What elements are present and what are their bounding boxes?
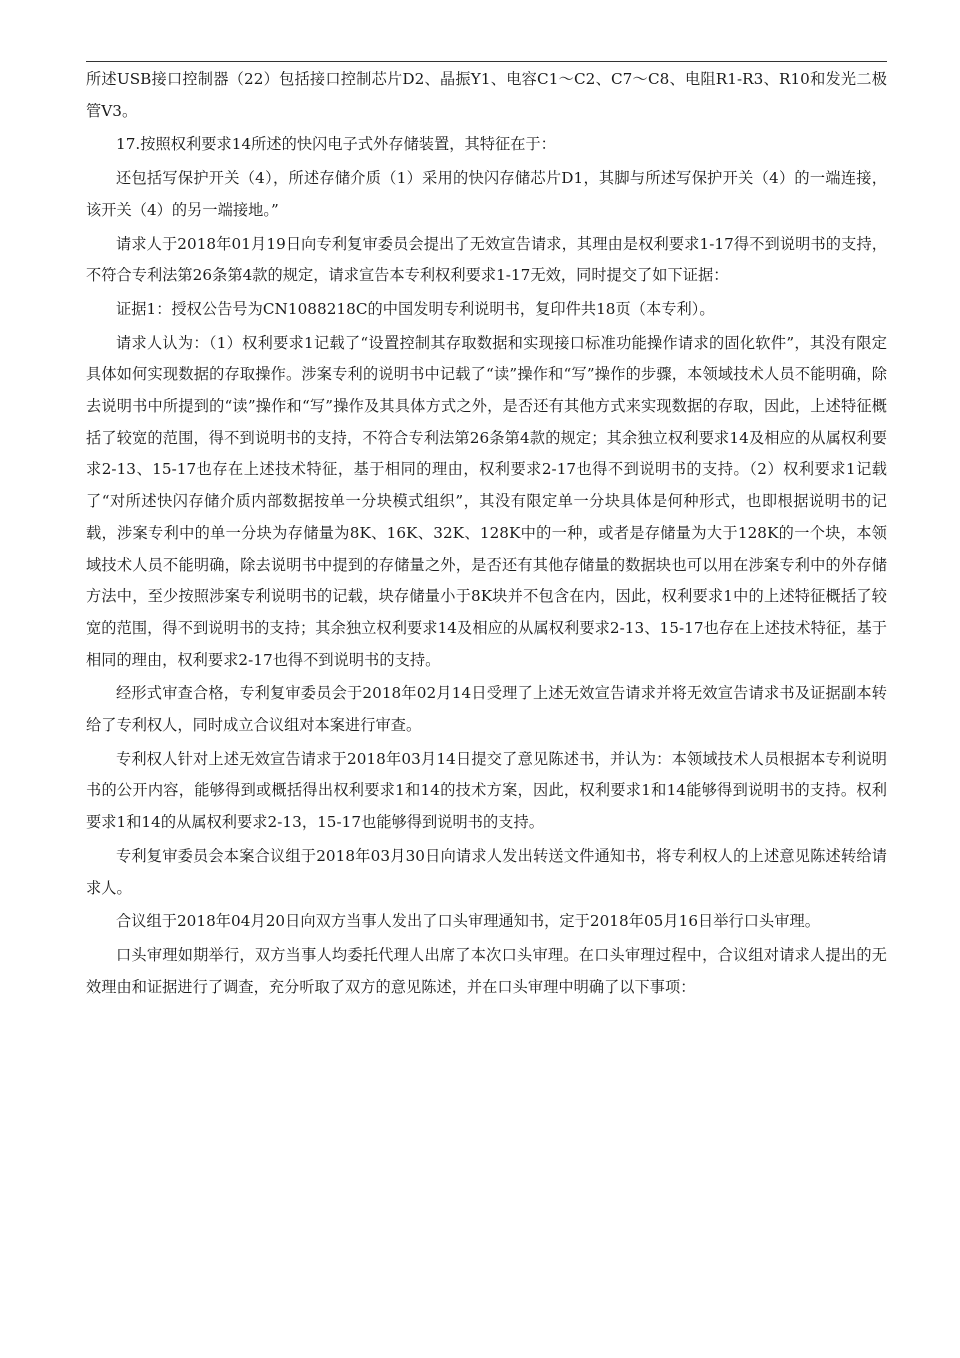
paragraph-evidence-1: 证据1：授权公告号为CN1088218C的中国发明专利说明书，复印件共18页（本专利）。	[116, 299, 715, 318]
paragraph-oral-hearing-notice: 合议组于2018年04月20日向双方当事人发出了口头审理通知书，定于2018年05月16日举行口头审理。	[116, 912, 820, 931]
paragraph-transfer-notice: 专利复审委员会本案合议组于2018年03月30日向请求人发出转送文件通知书，将专利权人的上述意见陈述转给请求人。	[86, 846, 887, 897]
paragraph-requester-arguments: 请求人认为：（1）权利要求1记载了“设置控制其存取数据和实现接口标准功能操作请求的固化软件”，其没有限定具体如何实现数据的存取操作。涉案专利的说明书中记载了“读”操作和“写”操作的步骤，本领域技术人员不能明确，除去说明书中所提到的“读”操作和“写”操作及其具体方式之外，是否还有其他方式来实现数据的存取，因此，上述特征概括了较宽的范围，得不到说明书的支持，不符合专利法第26条第4款的规定；其余独立权利要求14及相应的从属权利要求2-13、15-17也存在上述技术特征，基于相同的理由，权利要求2-17也得不到说明书的支持。（2）权利要求1记载了“对所述快闪存储介质内部数据按单一分块模式组织”，其没有限定单一分块具体是何种形式，也即根据说明书的记载，涉案专利中的单一分块为存储量为8K、16K、32K、128K中的一种，或者是存储量为大于128K的一个块，本领域技术人员不能明确，除去说明书中提到的存储量之外，是否还有其他存储量的数据块也可以用在涉案专利中的外存储方法中，至少按照涉案专利说明书的记载，块存储量小于8K块并不包含在内，因此，权利要求1中的上述特征概括了较宽的范围，得不到说明书的支持；其余独立权利要求14及相应的从属权利要求2-13、15-17也存在上述技术特征，基于相同的理由，权利要求2-17也得不到说明书的支持。	[86, 333, 887, 669]
paragraph-patentee-response: 专利权人针对上述无效宣告请求于2018年03月14日提交了意见陈述书，并认为：本领域技术人员根据本专利说明书的公开内容，能够得到或概括得出权利要求1和14的技术方案，因此，权利要求1和14能够得到说明书的支持。权利要求1和14的从属权利要求2-13，15-17也能够得到说明书的支持。	[86, 749, 887, 832]
paragraph-invalidation-request: 请求人于2018年01月19日向专利复审委员会提出了无效宣告请求，其理由是权利要求1-17得不到说明书的支持，不符合专利法第26条第4款的规定，请求宣告本专利权利要求1-17无效，同时提交了如下证据：	[86, 234, 887, 285]
paragraph-claim-17: 17.按照权利要求14所述的快闪电子式外存储装置，其特征在于：	[116, 135, 556, 154]
paragraph-usb-controller: 所述USB接口控制器（22）包括接口控制芯片D2、晶振Y1、电容C1～C2、C7～C8、电阻R1-R3、R10和发光二极管V3。	[86, 70, 887, 120]
paragraph-formal-examination: 经形式审查合格，专利复审委员会于2018年02月14日受理了上述无效宣告请求并将无效宣告请求书及证据副本转给了专利权人，同时成立合议组对本案进行审查。	[86, 684, 887, 735]
document-body	[86, 64, 887, 1003]
header-rule	[86, 61, 887, 62]
paragraph-write-protect: 还包括写保护开关（4），所述存储介质（1）采用的快闪存储芯片D1，其脚与所述写保护开关（4）的一端连接，该开关（4）的另一端接地。”	[86, 169, 887, 219]
paragraph-oral-hearing: 口头审理如期举行，双方当事人均委托代理人出席了本次口头审理。在口头审理过程中，合议组对请求人提出的无效理由和证据进行了调查，充分听取了双方的意见陈述，并在口头审理中明确了以下事项：	[86, 945, 887, 996]
